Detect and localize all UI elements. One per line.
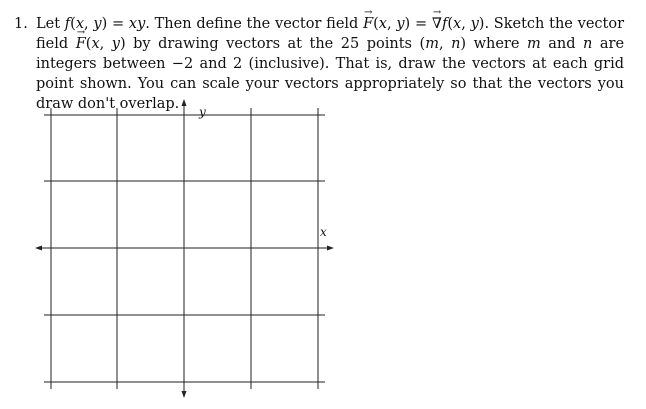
x-axis-label: x bbox=[320, 225, 327, 239]
y-axis-label: y bbox=[199, 105, 206, 119]
problem-number: 1. bbox=[14, 16, 28, 32]
axes bbox=[35, 99, 334, 398]
y-axis-arrow-down bbox=[182, 391, 187, 398]
x-axis-arrow-left bbox=[35, 246, 42, 251]
problem-text: Let f(x, y) = xy. Then define the vector field → F(x, y) = → ∇f(x, y). Sketch the vector field → F(x, y) by drawing vectors at the 25 points (m, n) where m and n are integers between −2 and 2 (inclusive). That is, draw the vectors at each grid point shown. You can scale your vectors appropriately so that the vectors you draw don't overlap. bbox=[36, 14, 624, 114]
y-axis-arrow-up bbox=[182, 99, 187, 106]
x-axis-arrow-right bbox=[327, 246, 334, 251]
